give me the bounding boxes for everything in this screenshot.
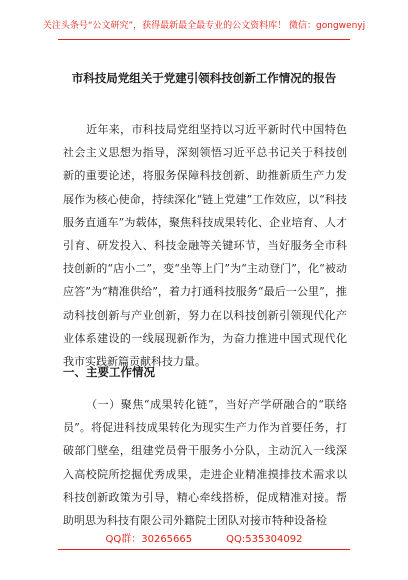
section-heading-main-work: 一、主要工作情况 (63, 365, 155, 379)
footer-contact (0, 533, 408, 547)
footer-divider (58, 549, 350, 550)
header-divider (58, 39, 350, 40)
section-paragraph-1: （一）聚焦“成果转化链”，当好产学研融合的“联络员”。将促进科技成果转化为现实生产力作为首要任务，打破部门壁垒，组建党员骨干服务小分队，主动沉入一线深入高校院所挖掘优秀成果，走进企业精准摸排技术需求以科技创新政策为引导，精心牵线搭桥，促成精准对接。帮助明思为科技有限公司外籍院士团队对接市特种设备检 (63, 398, 347, 528)
footer-qq-group: QQ群：30265665 (105, 534, 193, 545)
intro-paragraph: 近年来，市科技局党组坚持以习近平新时代中国特色社会主义思想为指导，深刻领悟习近平总书记关于科技创新的重要论述，将服务保障科技创新、助推新质生产力发展作为核心使命，持续深化“链上党建”工作效应，以“科技服务直通车”为载体，聚焦科技成果转化、企业培育、人才引育、研发投入、科技金融等关键环节，当好服务全市科技创新的“店小二”，变“坐等上门”为“主动登门”，化“被动应答”为“精准供给”，着力打通科技服务“最后一公里”，推动科技创新与产业创新，努力在以科技创新引领现代化产业体系建设的一线展现新作为，为奋力推进中国式现代化我市实践新篇贡献科技力量。 (63, 123, 347, 369)
footer-qq: QQ:535304092 (226, 534, 303, 545)
header-banner: 关注头条号“公文研究”，获得最新最全最专业的公文资料库！ 微信：gongwenyj (42, 21, 366, 31)
document-title: 市科技局党组关于党建引领科技创新工作情况的报告 (71, 71, 337, 85)
